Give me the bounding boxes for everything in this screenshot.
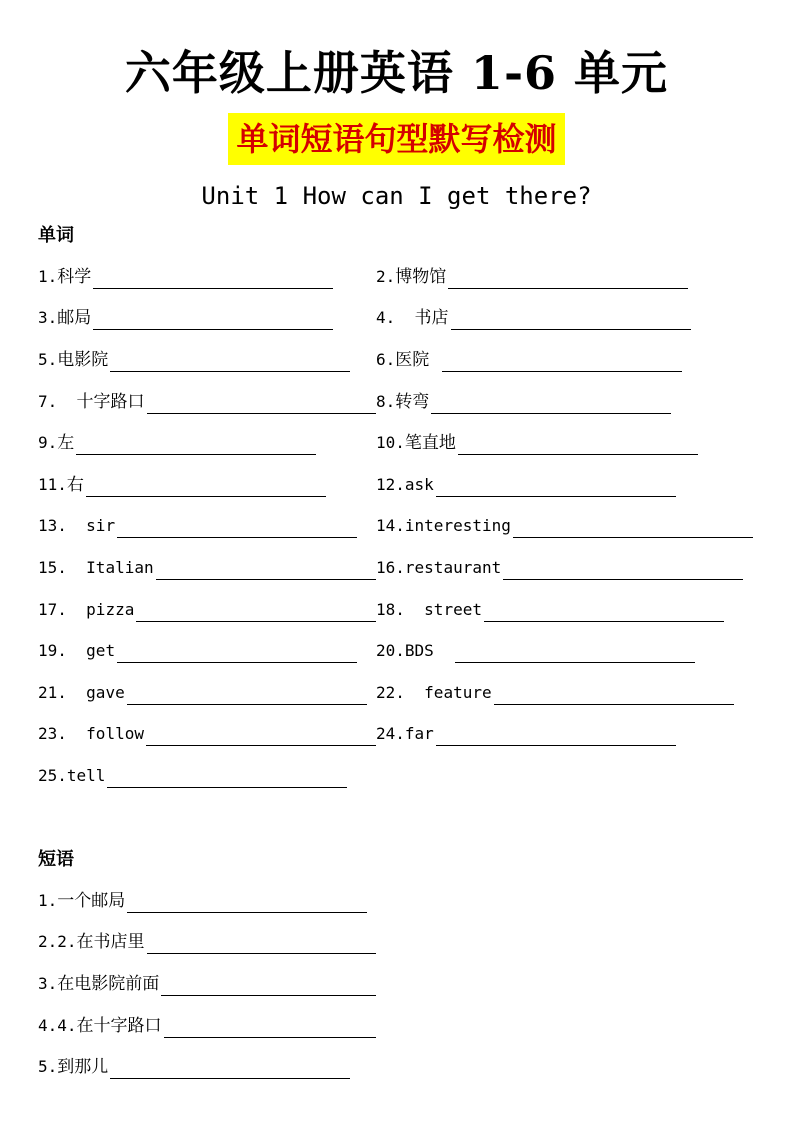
dictation-item: [38, 390, 376, 414]
answer-blank[interactable]: [513, 519, 753, 538]
item-number: 17.: [38, 599, 87, 619]
answer-blank[interactable]: [455, 644, 695, 663]
item-number: 5.: [38, 1057, 58, 1077]
dictation-item: [38, 473, 376, 497]
word-row: [38, 547, 778, 589]
phrase-row: [38, 1005, 778, 1047]
item-number: 9.: [38, 433, 58, 453]
phrases-list: [38, 880, 778, 1088]
item-number: 14.: [376, 516, 405, 536]
item-prompt: 在十字路口: [76, 1015, 162, 1036]
item-prompt: Italian: [86, 557, 154, 577]
unit-title: Unit 1 How can I get there?: [201, 182, 592, 210]
dictation-item: [376, 681, 778, 705]
item-prompt: 书店: [414, 308, 449, 329]
item-prompt: interesting: [404, 516, 511, 536]
answer-blank[interactable]: [107, 769, 347, 788]
item-prompt: 科学: [57, 266, 92, 287]
word-row: [38, 464, 778, 506]
item-prompt: ask: [404, 474, 434, 494]
answer-blank[interactable]: [127, 686, 367, 705]
answer-blank[interactable]: [503, 561, 743, 580]
word-row: [38, 298, 778, 340]
dictation-item: [38, 972, 376, 996]
page-subtitle: 单词短语句型默写检测: [228, 113, 564, 165]
item-number: 6.: [376, 349, 396, 369]
dictation-item: [38, 265, 376, 289]
dictation-item: [38, 1055, 376, 1079]
dictation-item: [38, 639, 376, 663]
phrase-row: [38, 1046, 778, 1088]
answer-blank[interactable]: [436, 727, 676, 746]
item-prompt: 一个邮局: [57, 890, 126, 911]
dictation-item: [38, 556, 376, 580]
answer-blank[interactable]: [117, 519, 357, 538]
answer-blank[interactable]: [436, 478, 676, 497]
item-number: 10.: [376, 433, 405, 453]
item-prompt: 左: [57, 433, 75, 454]
word-row: [38, 755, 778, 797]
item-number: 16.: [376, 557, 405, 577]
word-row: [38, 630, 778, 672]
item-number: 21.: [38, 682, 87, 702]
item-prompt: 在电影院前面: [57, 973, 160, 994]
item-prompt: 在书店里: [76, 932, 145, 953]
item-number: 2.: [376, 266, 396, 286]
answer-blank[interactable]: [147, 935, 376, 954]
answer-blank[interactable]: [451, 311, 691, 330]
item-number: 4.4.: [38, 1015, 77, 1035]
dictation-item: [38, 348, 376, 372]
item-number: 20.: [376, 641, 405, 661]
dictation-item: [38, 306, 376, 330]
dictation-item: [38, 722, 376, 746]
answer-blank[interactable]: [494, 686, 734, 705]
word-row: [38, 506, 778, 548]
dictation-item: [376, 473, 778, 497]
dictation-item: [376, 639, 778, 663]
item-prompt: restaurant: [404, 557, 502, 577]
dictation-item: [38, 889, 376, 913]
answer-blank[interactable]: [146, 727, 376, 746]
item-number: 18.: [376, 599, 425, 619]
item-number: 4.: [376, 308, 415, 328]
answer-blank[interactable]: [442, 353, 682, 372]
dictation-item: [376, 348, 778, 372]
dictation-item: [38, 598, 376, 622]
answer-blank[interactable]: [86, 478, 326, 497]
dictation-item: [376, 306, 778, 330]
answer-blank[interactable]: [458, 436, 698, 455]
item-number: 13.: [38, 516, 87, 536]
item-prompt: BDS: [404, 641, 454, 661]
words-heading: 单词: [38, 225, 74, 246]
page-title: 六年级上册英语 1-6 单元: [124, 46, 669, 100]
item-prompt: far: [404, 724, 434, 744]
dictation-item: [38, 764, 376, 788]
item-number: 25.: [38, 765, 67, 785]
answer-blank[interactable]: [161, 977, 376, 996]
answer-blank[interactable]: [484, 603, 724, 622]
answer-blank[interactable]: [117, 644, 357, 663]
dictation-item: [376, 431, 778, 455]
word-row: [38, 381, 778, 423]
phrase-row: [38, 922, 778, 964]
item-number: 19.: [38, 641, 87, 661]
answer-blank[interactable]: [93, 311, 333, 330]
word-row: [38, 422, 778, 464]
answer-blank[interactable]: [147, 395, 376, 414]
dictation-item: [38, 431, 376, 455]
item-prompt: 转弯: [395, 391, 430, 412]
word-row: [38, 339, 778, 381]
item-prompt: 十字路口: [76, 391, 145, 412]
item-number: 7.: [38, 391, 77, 411]
item-number: 11.: [38, 474, 67, 494]
answer-blank[interactable]: [110, 1060, 350, 1079]
item-prompt: 到那儿: [57, 1057, 109, 1078]
item-prompt: 医院: [395, 349, 441, 370]
answer-blank[interactable]: [431, 395, 671, 414]
item-number: 5.: [38, 349, 58, 369]
item-prompt: street: [424, 599, 482, 619]
item-number: 1.: [38, 266, 58, 286]
dictation-item: [376, 390, 778, 414]
item-number: 3.: [38, 308, 58, 328]
item-number: 3.: [38, 973, 58, 993]
item-prompt: gave: [86, 682, 125, 702]
word-row: [38, 589, 778, 631]
word-row: [38, 256, 778, 298]
answer-blank[interactable]: [110, 353, 350, 372]
item-prompt: pizza: [86, 599, 135, 619]
phrase-row: [38, 963, 778, 1005]
item-number: 24.: [376, 724, 405, 744]
item-number: 12.: [376, 474, 405, 494]
item-number: 8.: [376, 391, 396, 411]
item-prompt: follow: [86, 724, 144, 744]
item-number: 1.: [38, 890, 58, 910]
answer-blank[interactable]: [93, 270, 333, 289]
item-prompt: 电影院: [57, 349, 109, 370]
item-number: 22.: [376, 682, 425, 702]
dictation-item: [376, 514, 778, 538]
dictation-item: [38, 930, 376, 954]
item-prompt: sir: [86, 516, 116, 536]
item-prompt: tell: [66, 765, 106, 785]
item-prompt: 邮局: [57, 308, 92, 329]
item-prompt: 笔直地: [404, 433, 456, 454]
dictation-item: [376, 265, 778, 289]
dictation-item: [38, 1014, 376, 1038]
answer-blank[interactable]: [136, 603, 376, 622]
dictation-item: [376, 556, 778, 580]
item-number: 15.: [38, 557, 87, 577]
words-list: [38, 256, 778, 797]
phrase-row: [38, 880, 778, 922]
phrases-heading: 短语: [38, 849, 74, 870]
answer-blank[interactable]: [164, 1019, 376, 1038]
dictation-item: [38, 514, 376, 538]
item-prompt: 右: [66, 474, 84, 495]
word-row: [38, 672, 778, 714]
item-number: 2.2.: [38, 932, 77, 952]
answer-blank[interactable]: [156, 561, 376, 580]
item-prompt: 博物馆: [395, 266, 447, 287]
answer-blank[interactable]: [448, 270, 688, 289]
word-row: [38, 714, 778, 756]
item-prompt: get: [86, 641, 116, 661]
item-prompt: feature: [424, 682, 492, 702]
dictation-item: [376, 598, 778, 622]
answer-blank[interactable]: [76, 436, 316, 455]
dictation-item: [376, 722, 778, 746]
answer-blank[interactable]: [127, 894, 367, 913]
item-number: 23.: [38, 724, 87, 744]
dictation-item: [38, 681, 376, 705]
